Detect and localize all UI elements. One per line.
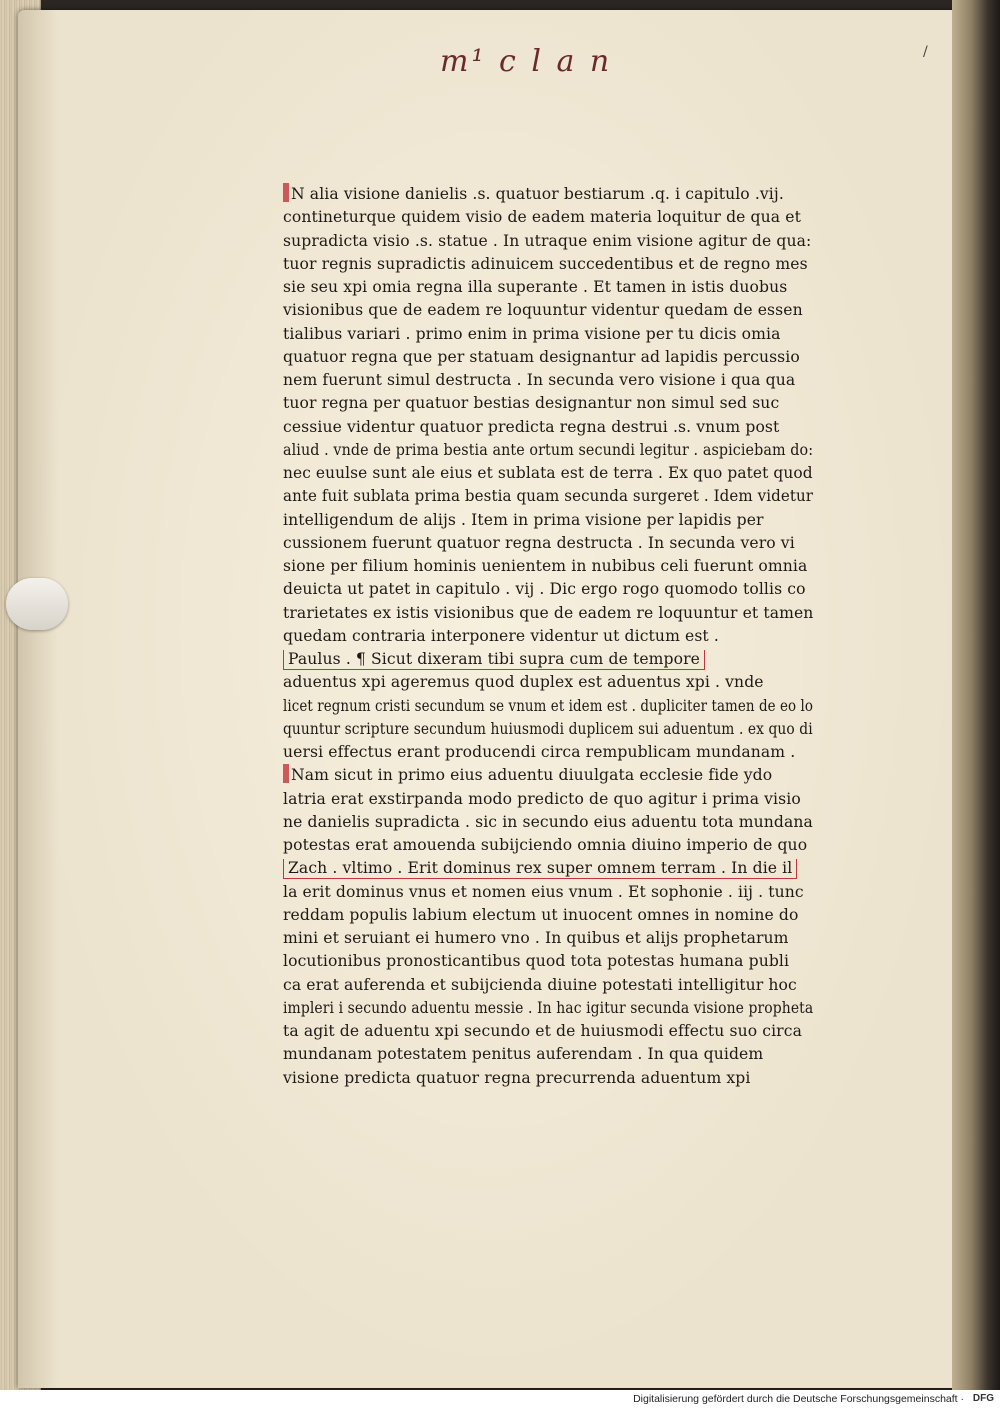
text-line: contineturque quidem visio de eadem materia loquitur de qua et [283, 208, 801, 227]
text-line: tuor regnis supradictis adinuicem succedentibus et de regno mes [283, 254, 808, 273]
text-line: quedam contraria interponere videntur ut dictum est . [283, 626, 719, 645]
text-line: mundanam potestatem penitus auferendam . In qua quidem [283, 1045, 764, 1064]
text-line: reddam populis labium electum ut inuocent omnes in nomine do [283, 905, 799, 924]
text-line: la erit dominus vnus et nomen eius vnum . Et sophonie . iij . tunc [283, 882, 804, 901]
rubric-mark [283, 764, 289, 783]
text-line: quatuor regna que per statuam designantur ad lapidis percussio [283, 347, 800, 366]
text-line: sie seu xpi omia regna illa superante . Et tamen in istis duobus [283, 278, 788, 296]
text-line: locutionibus pronosticantibus quod tota potestas humana publi [283, 952, 790, 971]
text-line: tialibus variari . primo enim in prima visione per tu dicis omia [283, 324, 781, 343]
text-line: trarietates ex istis visionibus que de eadem re loquuntur et tamen [283, 603, 814, 622]
text-line: sione per filium hominis uenientem in nubibus celi fuerunt omnia [283, 557, 808, 575]
text-line: latria erat exstirpanda modo predicto de quo agitur i prima visio [283, 789, 801, 808]
digitization-footer [0, 1390, 1000, 1408]
handwritten-note: m¹ c l a n [440, 44, 613, 79]
text-line: ta agit de aduentu xpi secundo et de huiusmodi effectu suo circa [283, 1022, 802, 1040]
text-line: licet regnum cristi secundum se vnum et idem est . dupliciter tamen de eo lo [283, 696, 814, 715]
text-line: deuicta ut patet in capitulo . vij . Dic ergo rogo quomodo tollis co [283, 580, 806, 599]
text-line: nem fuerunt simul destructa . In secunda vero visione i qua qua [283, 371, 796, 389]
text-line: ante fuit sublata prima bestia quam secunda surgeret . Idem videtur [283, 487, 814, 506]
text-line: mini et seruiant ei humero vno . In quibus et alijs prophetarum [283, 929, 789, 947]
text-line: nec euulse sunt ale eius et sublata est de terra . Ex quo patet quod [283, 464, 813, 482]
text-line: cessiue videntur quatuor predicta regna destrui .s. vnum post [283, 417, 780, 436]
text-line: Nam sicut in primo eius aduentu diuulgata ecclesie fide ydo [283, 764, 813, 787]
page-clip-icon [6, 578, 68, 630]
text-line: aliud . vnde de prima bestia ante ortum secundi legitur . aspiciebam do: [283, 440, 814, 459]
speaker-label: Paulus . ¶ Sicut dixeram tibi supra cum de tempore [283, 650, 705, 670]
text-line: N alia visione danielis .s. quatuor bestiarum .q. i capitulo .vij. [283, 183, 813, 206]
dfg-logo: DFG [972, 1393, 994, 1404]
binding-gutter [952, 0, 1000, 1390]
text-line: impleri i secundo aduentu messie . In hac igitur secunda visione propheta [283, 998, 814, 1017]
text-line [283, 857, 813, 880]
text-line: visione predicta quatuor regna precurrenda aduentum xpi [283, 1068, 751, 1087]
folio-mark: / [923, 44, 928, 60]
text-line: supradicta visio .s. statue . In utraque enim visione agitur de qua: [283, 231, 812, 250]
citation-underline: Zach . vltimo . Erit dominus rex super omnem terram . In die il [283, 859, 797, 879]
text-block [283, 183, 813, 1090]
text-line: potestas erat amouenda subijciendo omnia diuino imperio de quo [283, 836, 808, 854]
text-line: cussionem fuerunt quatuor regna destructa . In secunda vero vi [283, 533, 795, 552]
text-line: aduentus xpi ageremus quod duplex est aduentus xpi . vnde [283, 673, 764, 692]
text-line: uersi effectus erant producendi circa rempublicam mundanam . [283, 743, 796, 761]
text-line: ca erat auferenda et subijcienda diuine potestati intelligitur hoc [283, 975, 797, 994]
text-line: tuor regna per quatuor bestias designantur non simul sed suc [283, 394, 780, 413]
text-line: intelligendum de alijs . Item in prima visione per lapidis per [283, 510, 764, 529]
rubric-mark [283, 183, 289, 202]
text-line [283, 648, 813, 671]
text-line: quuntur scripture secundum huiusmodi duplicem sui aduentum . ex quo di [283, 719, 813, 738]
text-line: visionibus que de eadem re loquuntur videntur quedam de essen [283, 301, 803, 320]
footer-credit: Digitalisierung gefördert durch die Deutsche Forschungsgemeinschaft · [633, 1393, 964, 1405]
text-line: ne danielis supradicta . sic in secundo eius aduentu tota mundana [283, 812, 813, 831]
